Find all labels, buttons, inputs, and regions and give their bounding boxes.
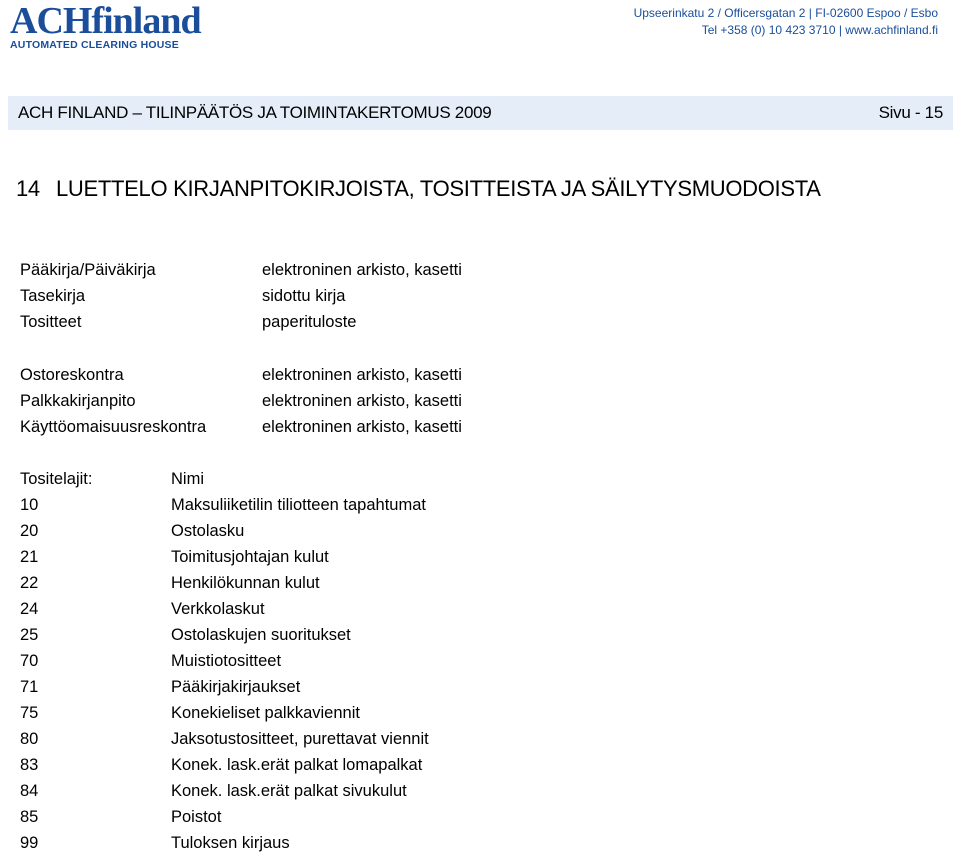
company-logo [10,2,240,51]
archive-row [20,309,462,335]
voucher-name: Jaksotustositteet, purettavat viennit [171,730,429,748]
voucher-code: 25 [20,626,39,644]
voucher-row [20,830,429,856]
voucher-code: 80 [20,730,39,748]
contact-phone-web: Tel +358 (0) 10 423 3710 | www.achfinland.fi [701,23,938,37]
voucher-code-header: Tositelajit: [20,470,93,488]
voucher-name: Konek. lask.erät palkat sivukulut [171,782,407,800]
voucher-row [20,778,429,804]
archive-row [20,283,462,309]
archive-row [20,362,462,388]
voucher-code: 83 [20,756,39,774]
document-title-band [8,96,953,130]
archive-storage: paperituloste [262,313,357,331]
archive-doc: Tasekirja [20,287,86,305]
voucher-name: Verkkolaskut [171,600,265,618]
voucher-code: 84 [20,782,39,800]
voucher-code: 20 [20,522,39,540]
voucher-name: Konekieliset palkkaviennit [171,704,360,722]
archive-storage: elektroninen arkisto, kasetti [262,261,462,279]
voucher-row [20,622,429,648]
archive-doc: Käyttöomaisuusreskontra [20,418,207,436]
logo-wordmark: ACHfinland [10,0,201,42]
voucher-row [20,674,429,700]
archive-storage: sidottu kirja [262,287,346,305]
archive-doc: Pääkirja/Päiväkirja [20,261,156,279]
voucher-header-row [20,466,429,492]
document-title: ACH FINLAND – TILINPÄÄTÖS JA TOIMINTAKERTOMUS 2009 [18,103,492,122]
voucher-row [20,752,429,778]
voucher-name-header: Nimi [171,470,204,488]
voucher-code: 71 [20,678,39,696]
voucher-row [20,570,429,596]
archive-doc: Ostoreskontra [20,366,124,384]
voucher-row [20,700,429,726]
voucher-row [20,492,429,518]
section-number: 14 [16,176,40,201]
voucher-row [20,596,429,622]
voucher-name: Ostolaskujen suoritukset [171,626,351,644]
page-number: Sivu - 15 [878,103,943,122]
archive-storage: elektroninen arkisto, kasetti [262,366,462,384]
archive-list-ledgers [20,362,462,440]
voucher-row [20,518,429,544]
voucher-name: Poistot [171,808,222,826]
voucher-name: Ostolasku [171,522,245,540]
voucher-row [20,804,429,830]
voucher-name: Tuloksen kirjaus [171,834,290,852]
archive-storage: elektroninen arkisto, kasetti [262,418,462,436]
archive-row [20,414,462,440]
archive-row [20,388,462,414]
voucher-code: 75 [20,704,39,722]
contact-info [634,5,938,39]
voucher-code: 99 [20,834,39,852]
section-heading [16,176,821,202]
voucher-name: Henkilökunnan kulut [171,574,320,592]
voucher-code: 22 [20,574,39,592]
voucher-name: Muistiotositteet [171,652,282,670]
voucher-code: 21 [20,548,39,566]
voucher-row [20,544,429,570]
archive-storage: elektroninen arkisto, kasetti [262,392,462,410]
voucher-type-list [20,466,429,856]
contact-address: Upseerinkatu 2 / Officersgatan 2 | FI-02600 Espoo / Esbo [633,6,938,20]
archive-doc: Palkkakirjanpito [20,392,136,410]
voucher-name: Konek. lask.erät palkat lomapalkat [171,756,423,774]
archive-doc: Tositteet [20,313,82,331]
voucher-code: 70 [20,652,39,670]
logo-tagline: AUTOMATED CLEARING HOUSE [10,39,179,51]
archive-list-books [20,257,462,335]
voucher-name: Toimitusjohtajan kulut [171,548,329,566]
voucher-name: Pääkirjakirjaukset [171,678,301,696]
voucher-code: 85 [20,808,39,826]
voucher-row [20,648,429,674]
archive-row [20,257,462,283]
voucher-row [20,726,429,752]
section-title: LUETTELO KIRJANPITOKIRJOISTA, TOSITTEISTA JA SÄILYTYSMUODOISTA [56,176,821,201]
voucher-code: 10 [20,496,39,514]
voucher-name: Maksuliiketilin tiliotteen tapahtumat [171,496,426,514]
voucher-code: 24 [20,600,39,618]
